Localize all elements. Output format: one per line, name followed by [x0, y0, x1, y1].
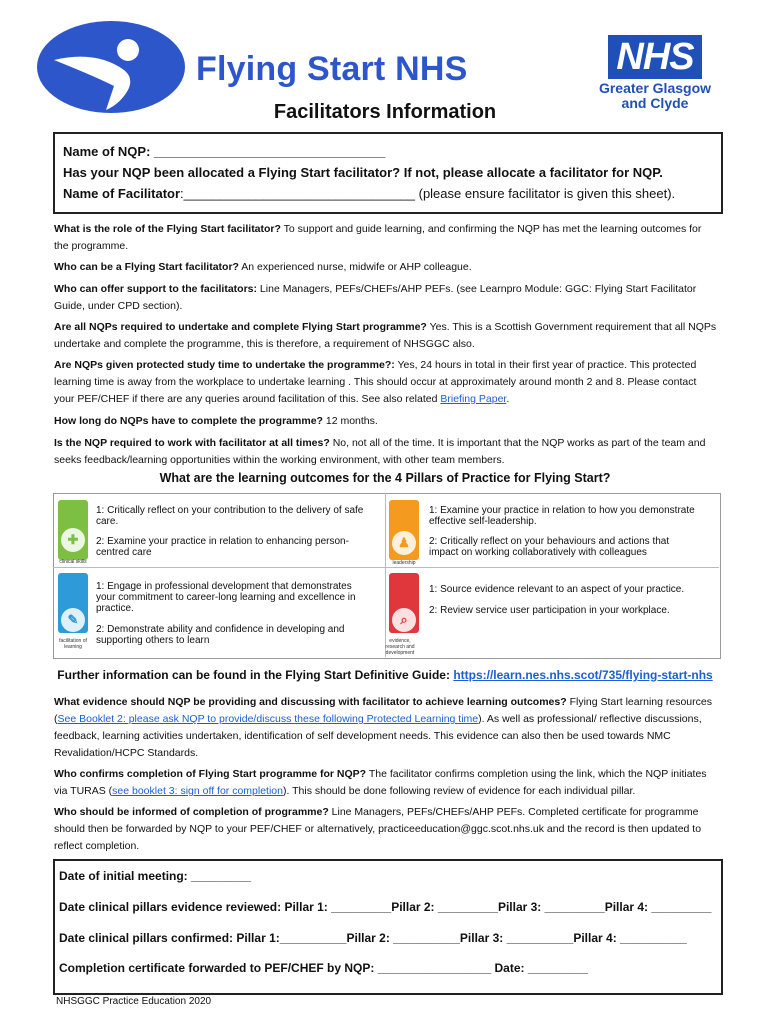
initial-meeting-line: Date of initial meeting: _________: [59, 869, 252, 883]
qa-required: [54, 319, 718, 353]
qa-answer: Line Managers, PEFs/CHEFs/AHP PEFs. Completed certificate for programme should then be forwarded by NQP to your PEF/CHEF or alternatively, practiceeducation@ggc.scot.nhs.uk and the record is then updated to reflect completion.: [54, 806, 702, 852]
qa-answer-end: ). As well as professional/ reflective discussions, feedback, learning activities undertaken, identification of self development needs. This evidence can also then be used towards NMC Revalidation/HCPC Standards.: [54, 713, 702, 759]
qa-question: Is the NQP required to work with facilitator at all times?: [54, 437, 330, 449]
qa-answer: Yes. This is a Scottish Government requirement that all NQPs undertake and complete the programme, this is therefore, a requirement of NHSGGC also.: [54, 321, 717, 350]
qa-question: What evidence should NQP be providing and discussing with facilitator to achieve learning outcomes?: [54, 696, 567, 708]
pillars-reviewed-line: Date clinical pillars evidence reviewed: Pillar 1: _________Pillar 2: _________Pillar 3: _________Pillar 4: _________: [59, 900, 712, 914]
pillars-divider-horizontal: [53, 567, 719, 568]
qa-question: How long do NQPs have to complete the programme?: [54, 415, 323, 427]
definitive-guide-link[interactable]: https://learn.nes.nhs.scot/735/flying-start-nhs: [453, 668, 713, 682]
qa-evidence: [54, 694, 718, 762]
qa-answer-end: .: [506, 393, 510, 405]
qa-question: Who confirms completion of Flying Start programme for NQP?: [54, 768, 367, 780]
qa-answer: An experienced nurse, midwife or AHP colleague.: [238, 261, 472, 273]
pillar-facilitation-label: facilitation of learning: [59, 638, 87, 650]
pillars-heading: What are the learning outcomes for the 4 Pillars of Practice for Flying Start?: [159, 471, 611, 485]
facilitator-name-blank: :________________________________ (please ensure facilitator is given this sheet).: [180, 186, 676, 201]
booklet-2-link[interactable]: See Booklet 2: please ask NQP to provide/discuss these following Protected Learning time: [57, 713, 479, 725]
magnifier-icon: ⌕: [392, 608, 416, 632]
pillars-confirmed-line: Date clinical pillars confirmed: Pillar 1:__________Pillar 2: __________Pillar 3: __________Pillar 4: __________: [59, 931, 687, 945]
pillar-leadership-label: leadership: [392, 560, 416, 566]
qa-answer: No, not all of the time. It is important that the NQP works as part of the team and seeks feedback/learning opportunities within the working environment, with other team members.: [54, 437, 706, 466]
brand-name: Flying Start NHS: [196, 50, 468, 88]
qa-duration: [54, 413, 718, 430]
qa-answer-end: ). This should be done following review of evidence for each individual pillar.: [282, 785, 636, 797]
qa-answer: 12 months.: [322, 415, 378, 427]
qa-protected-time: [54, 357, 718, 408]
pillar-facilitation-outcome-2: 2: Demonstrate ability and confidence in developing and supporting others to learn: [96, 624, 345, 646]
clinical-skills-icon: ✚: [61, 528, 85, 552]
qa-answer: The facilitator confirms completion using the link, which the NQP initiates via TURAS (: [54, 768, 707, 797]
qa-question: Who should be informed of completion of programme?: [54, 806, 329, 818]
pillar-research-outcome-2: 2: Review service user participation in your workplace.: [429, 605, 670, 616]
qa-answer: Flying Start learning resources (: [54, 696, 712, 725]
nhs-board-line1: Greater Glasgow: [598, 80, 712, 96]
pillar-leadership-outcome-2: 2: Critically reflect on your behaviours and actions that impact on working collaboratively with colleagues: [429, 536, 670, 558]
qa-role: [54, 221, 718, 255]
facilitator-name-line: [63, 186, 675, 201]
qa-question: Are NQPs given protected study time to undertake the programme?:: [54, 359, 395, 371]
pillar-clinical-outcome-1: 1: Critically reflect on your contribution to the delivery of safe care.: [96, 505, 364, 527]
pillar-leadership-outcome-1: 1: Examine your practice in relation to how you demonstrate effective self-leadership.: [429, 505, 695, 527]
qa-confirms-completion: [54, 766, 718, 800]
nqp-name-line: Name of NQP: ________________________________: [63, 144, 386, 159]
certificate-forwarded-line: Completion certificate forwarded to PEF/CHEF by NQP: _________________ Date: _________: [59, 961, 588, 975]
facilitator-allocated-question: Has your NQP been allocated a Flying Start facilitator? If not, please allocate a facilitator for NQP.: [63, 165, 663, 180]
pillar-clinical-label: clinical skills: [59, 559, 87, 565]
facilitator-name-label: Name of Facilitator: [63, 186, 181, 201]
further-info-line: [0, 668, 770, 682]
qa-question: What is the role of the Flying Start facilitator?: [54, 223, 281, 235]
pillar-facilitation-outcome-1: 1: Engage in professional development that demonstrates your commitment to career-long learning and excellence in practice.: [96, 581, 356, 614]
booklet-3-link[interactable]: see booklet 3: sign off for completion: [112, 785, 283, 797]
briefing-paper-link[interactable]: Briefing Paper: [440, 393, 507, 405]
pillar-clinical-outcome-2: 2: Examine your practice in relation to enhancing person-centred care: [96, 536, 349, 558]
qa-answer: Yes, 24 hours in total in their first year of practice. This protected learning time is away from the workplace to undertake learning . This should occur at approximately around month 2 and 8. Please contact your PEF/CHEF if there are any queries around facilitation of this. See also related: [54, 359, 697, 405]
qa-work-with-facilitator: [54, 435, 718, 469]
qa-answer: Line Managers, PEFs/CHEFs/AHP PEFs. (see Learnpro Module: GGC: Flying Start Facilitator Guide, under CPD section).: [54, 283, 697, 312]
pillar-research-outcome-1: 1: Source evidence relevant to an aspect of your practice.: [429, 584, 685, 595]
leadership-icon: ♟: [392, 531, 416, 555]
nhs-logo: NHS: [608, 35, 702, 79]
pillar-research-label: evidence, research and development: [385, 638, 415, 656]
further-info-text: Further information can be found in the Flying Start Definitive Guide:: [57, 668, 454, 682]
qa-answer: To support and guide learning, and confirming the NQP has met the learning outcomes for the programme.: [54, 223, 702, 252]
pillars-divider-vertical: [385, 493, 386, 657]
qa-question: Are all NQPs required to undertake and complete Flying Start programme?: [54, 321, 427, 333]
facilitation-of-learning-icon: ✎: [61, 608, 85, 632]
qa-support: [54, 281, 718, 315]
nhs-board-line2: and Clyde: [621, 95, 689, 111]
footer-text: NHSGGC Practice Education 2020: [56, 996, 212, 1007]
page-title: Facilitators Information: [273, 101, 497, 123]
qa-who-can-be: [54, 259, 718, 276]
qa-informed-completion: [54, 804, 718, 855]
qa-question: Who can be a Flying Start facilitator?: [54, 261, 239, 273]
qa-question: Who can offer support to the facilitators:: [54, 283, 258, 295]
